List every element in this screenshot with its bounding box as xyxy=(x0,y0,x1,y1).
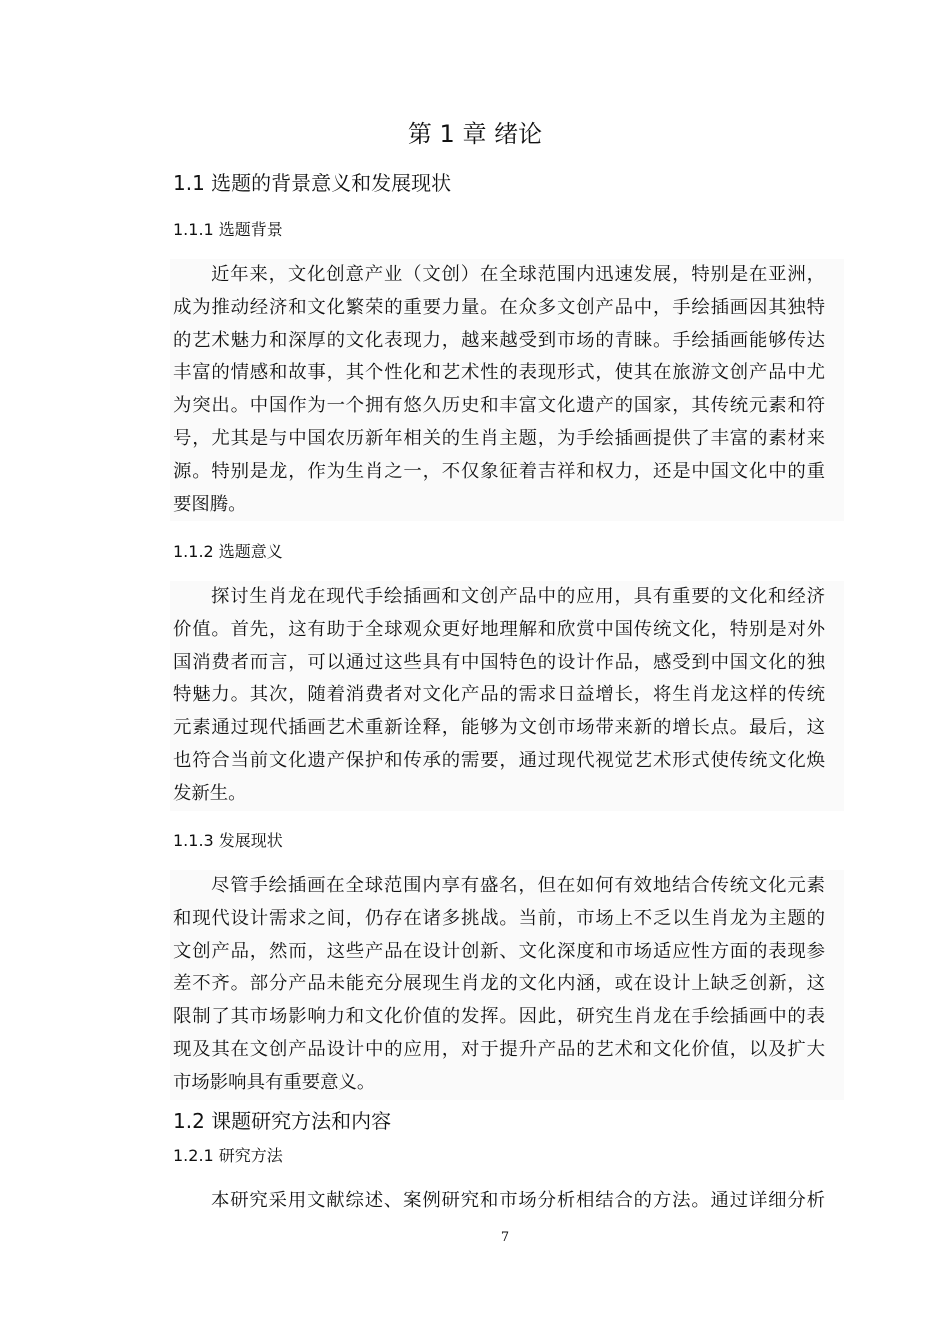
section-heading-1-2: 1.2 课题研究方法和内容 xyxy=(173,1109,392,1133)
text-line: 丰富的情感和故事，其个性化和艺术性的表现形式，使其在旅游文创产品中尤 xyxy=(173,362,825,384)
text-line: 号，尤其是与中国农历新年相关的生肖主题，为手绘插画提供了丰富的素材来 xyxy=(173,427,825,449)
subsection-heading-1-1-2: 1.1.2 选题意义 xyxy=(173,542,283,561)
paragraph-background xyxy=(170,259,844,521)
text-line: 要图腾。 xyxy=(173,493,247,515)
text-line: 价值。首先，这有助于全球观众更好地理解和欣赏中国传统文化，特别是对外 xyxy=(173,618,825,640)
text-line: 元素通过现代插画艺术重新诠释，能够为文创市场带来新的增长点。最后，这 xyxy=(173,717,825,739)
paragraph-background xyxy=(170,870,844,1100)
text-line: 探讨生肖龙在现代手绘插画和文创产品中的应用，具有重要的文化和经济 xyxy=(211,586,825,607)
text-line: 差不齐。部分产品未能充分展现生肖龙的文化内涵，或在设计上缺乏创新，这 xyxy=(173,973,825,995)
text-line: 国消费者而言，可以通过这些具有中国特色的设计作品，感受到中国文化的独 xyxy=(173,651,825,673)
text-line: 发新生。 xyxy=(173,782,247,804)
text-line: 为突出。中国作为一个拥有悠久历史和丰富文化遗产的国家，其传统元素和符 xyxy=(173,395,825,417)
text-line: 和现代设计需求之间，仍存在诸多挑战。当前，市场上不乏以生肖龙为主题的 xyxy=(173,907,825,929)
paragraph xyxy=(170,1185,844,1218)
section-heading-1-1: 1.1 选题的背景意义和发展现状 xyxy=(173,171,452,195)
subsection-heading-1-1-1: 1.1.1 选题背景 xyxy=(173,220,283,239)
paragraph-background xyxy=(170,581,844,811)
subsection-heading-1-2-1: 1.2.1 研究方法 xyxy=(173,1146,283,1165)
text-line: 限制了其市场影响力和文化价值的发挥。因此，研究生肖龙在手绘插画中的表 xyxy=(173,1006,825,1028)
text-line: 现及其在文创产品设计中的应用，对于提升产品的艺术和文化价值，以及扩大 xyxy=(173,1038,825,1060)
text-line: 也符合当前文化遗产保护和传承的需要，通过现代视觉艺术形式使传统文化焕 xyxy=(173,749,825,771)
text-line: 尽管手绘插画在全球范围内享有盛名，但在如何有效地结合传统文化元素 xyxy=(211,875,825,896)
text-line: 源。特别是龙，作为生肖之一，不仅象征着吉祥和权力，还是中国文化中的重 xyxy=(173,460,825,482)
page-number: 7 xyxy=(500,1230,510,1245)
text-line: 文创产品，然而，这些产品在设计创新、文化深度和市场适应性方面的表现参 xyxy=(173,940,825,962)
text-line: 的艺术魅力和深厚的文化表现力，越来越受到市场的青睐。手绘插画能够传达 xyxy=(173,329,825,351)
subsection-heading-1-1-3: 1.1.3 发展现状 xyxy=(173,831,283,850)
text-line: 本研究采用文献综述、案例研究和市场分析相结合的方法。通过详细分析 xyxy=(211,1190,825,1211)
text-line: 特魅力。其次，随着消费者对文化产品的需求日益增长，将生肖龙这样的传统 xyxy=(173,684,825,706)
chapter-title: 第 1 章 绪论 xyxy=(407,120,543,148)
text-line: 成为推动经济和文化繁荣的重要力量。在众多文创产品中，手绘插画因其独特 xyxy=(173,296,825,318)
text-line: 近年来，文化创意产业（文创）在全球范围内迅速发展，特别是在亚洲， xyxy=(211,264,825,285)
text-line: 市场影响具有重要意义。 xyxy=(173,1071,376,1093)
